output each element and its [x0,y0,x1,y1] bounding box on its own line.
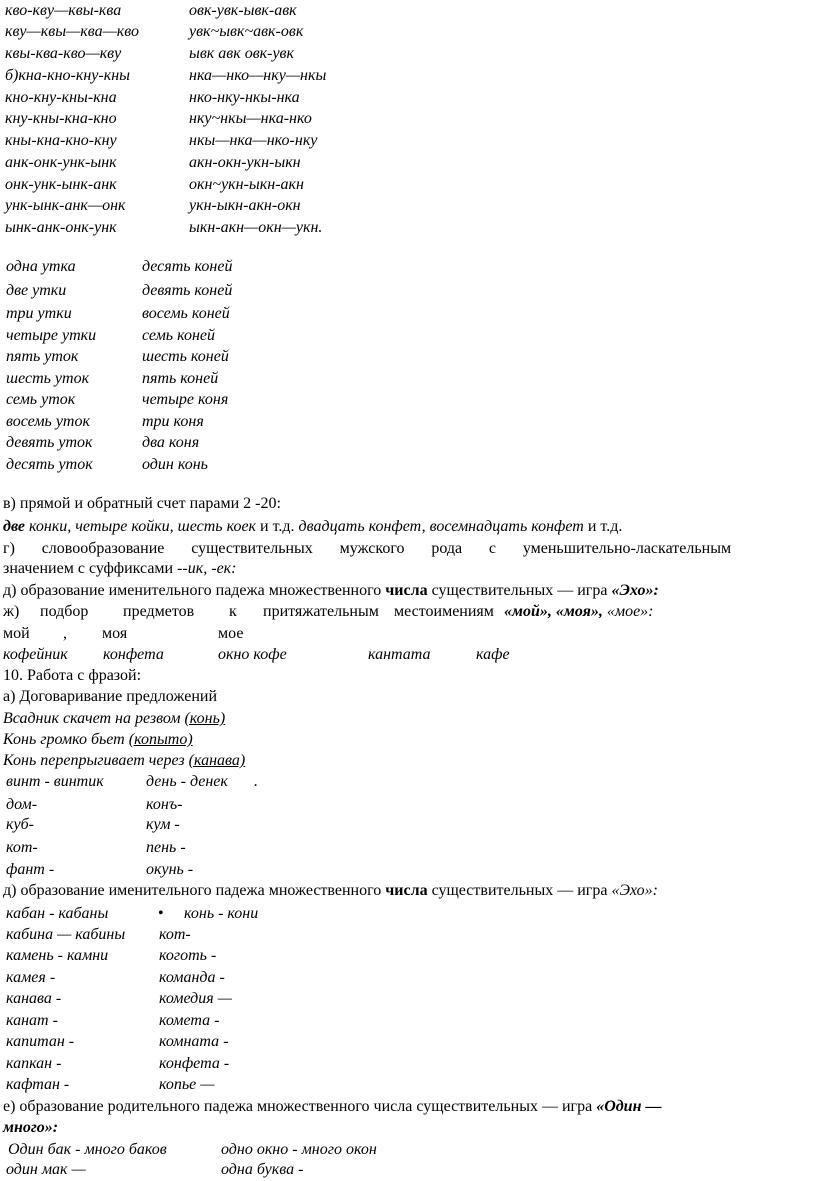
sentence: Всадник скачет на резвом (конь) [3,710,226,727]
section-d-heading: д) образование именительного падежа множественного числа существительных — игра «Эхо»: [3,582,659,599]
section-a-heading: а) Договаривание предложений [3,688,217,705]
bullet: • [158,905,164,922]
section-v-example: две конки, четыре койки, шесть коек и т.д. двадцать конфет, восемнадцать конфет и т.д. [3,518,623,535]
section-v-heading: в) прямой и обратный счет парами 2 -20: [3,495,281,512]
section-d-echo-heading: д) образование именительного падежа множественного числа существительных — игра «Эхо»: [3,882,658,899]
sentence: Конь перепрыгивает через (канава) [3,752,246,769]
section-g-line1: г) словообразование существительных мужского рода с уменьшительно-ласкательным [3,540,732,557]
section-10-heading: 10. Работа с фразой: [3,667,142,684]
sentence: Конь громко бьет (копыто) [3,731,193,748]
section-e-heading-cont: много»: [3,1119,59,1136]
section-e-heading: е) образование родительного падежа множественного числа существительных — игра «Один — [3,1098,662,1115]
section-g-line2: значением с суффиксами --ик, -ек: [3,560,237,577]
